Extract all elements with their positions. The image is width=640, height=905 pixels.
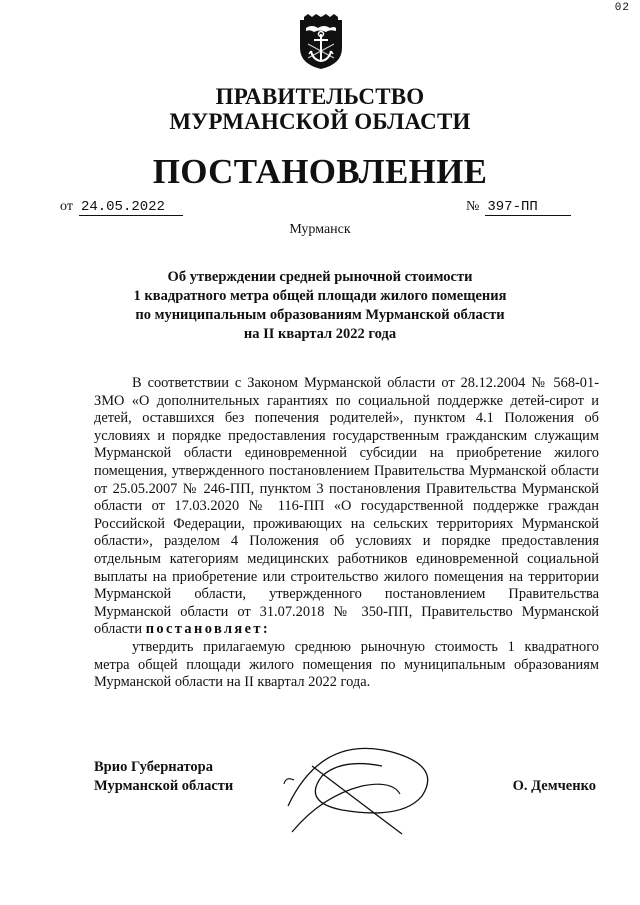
title-line: на II квартал 2022 года [243, 326, 397, 342]
number-prefix: № [466, 199, 480, 214]
title-line: Об утверждении средней рыночной стоимости [167, 269, 473, 285]
date-prefix: от [60, 199, 73, 214]
decree-word: постановляет: [145, 621, 271, 638]
title-line: 1 квадратного метра общей площади жилого помещения [133, 288, 507, 304]
government-name-line1: ПРАВИТЕЛЬСТВО [215, 84, 425, 109]
document-body [94, 375, 599, 692]
signer-position-line2: Мурманской области [94, 778, 234, 794]
preamble-paragraph [94, 375, 599, 639]
page-number: 02 [614, 2, 630, 14]
number-line [466, 199, 571, 216]
date-line [60, 199, 183, 216]
document-type: ПОСТАНОВЛЕНИЕ [152, 152, 488, 191]
signer-name: О. Демченко [512, 778, 596, 794]
document-number: 397-ПП [485, 199, 571, 216]
signer-position-line1: Врио Губернатора [94, 759, 213, 775]
murmansk-coat-of-arms-icon [298, 14, 344, 70]
signer-position [94, 758, 233, 796]
government-name-line2: МУРМАНСКОЙ ОБЛАСТИ [169, 109, 471, 134]
handwritten-signature-icon [282, 736, 452, 838]
document-title [90, 268, 550, 344]
city: Мурманск [289, 222, 351, 237]
title-line: по муниципальным образованиям Мурманской области [135, 307, 505, 323]
resolution-paragraph: утвердить прилагаемую среднюю рыночную стоимость 1 квадратного метра общей площади жилого помещения по муниципальным образованиям Мурманской области на II квартал 2022 года. [94, 638, 599, 691]
document-date: 24.05.2022 [79, 199, 183, 216]
document-header [0, 84, 640, 192]
preamble-text: В соответствии с Законом Мурманской области от 28.12.2004 № 568-01-ЗМО «О дополнительных гарантиях по социальной поддержке детей-сирот и детей, оставшихся без попечения родителей», пунктом 4.1 Положения об условиях и порядке предоставления государственным гражданским служащим Мурманской области единовременной субсидии на приобретение жилого помещения, утвержденного постановлением Правительства Мурманской области от 25.05.2007 № 246-ПП, пунктом 3 постановления Правительства Мурманской области от 17.03.2020 № 116-ПП «О государственной поддержке граждан Российской Федерации, проживающих на сельских территориях Мурманской области», разделом 4 Положения об условиях и порядке предоставления отдельным категориям медицинских работников единовременной социальной выплаты на приобретение или строительство жилого помещения на территории Мурманской области, утвержденного постановлением Правительства Мурманской области от 31.07.2018 № 350-ПП, Правительство Мурманской области [94, 375, 599, 638]
